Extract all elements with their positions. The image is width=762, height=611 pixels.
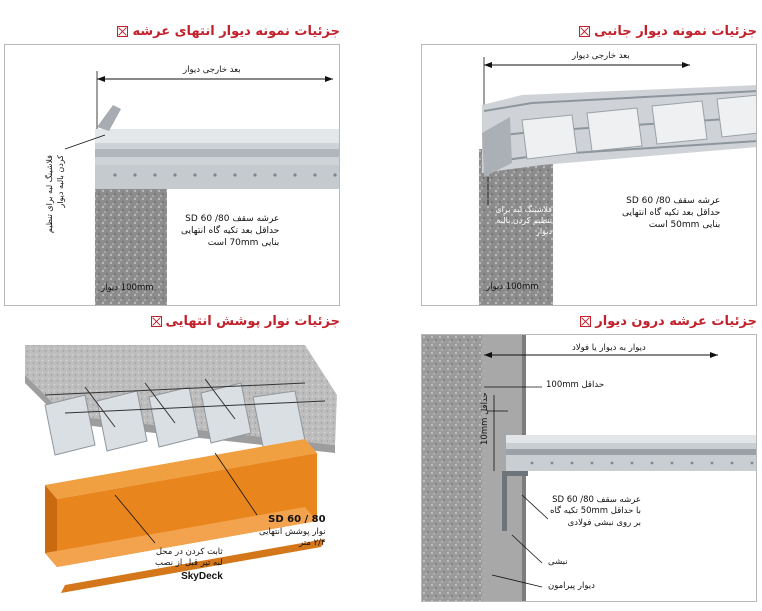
dimension-label: دیوار به دیوار یا فولاد bbox=[572, 343, 646, 353]
checkbox-icon bbox=[151, 316, 162, 327]
product-label: SD 60 / 80 bbox=[268, 514, 326, 525]
min-label: حداقل 100mm bbox=[546, 380, 605, 390]
spec-note-line3: بر روی نبشی فولادی bbox=[567, 517, 642, 528]
panel-title: جزئیات نمونه دیوار انتهای عرشه bbox=[132, 23, 340, 39]
fix-note bbox=[155, 547, 223, 583]
spec-note-line2: با حداقل 50mm تکیه گاه bbox=[550, 506, 642, 517]
fix-note-line2: لبه تیر قبل از نصب bbox=[155, 558, 223, 569]
flashing-note-text: فلاشینگ لبه برای تنظیم کردن بالبه دیوار bbox=[495, 205, 552, 236]
flashing-note bbox=[482, 205, 552, 237]
panel-title: جزئیات نوار پوشش انتهایی bbox=[165, 313, 340, 329]
panel-title: جزئیات عرشه درون دیوار bbox=[595, 313, 757, 329]
flashing-note bbox=[45, 155, 67, 235]
checkbox-icon bbox=[580, 316, 591, 327]
detail-drawing bbox=[421, 44, 757, 306]
spec-note-line3: بنایی 50mm است bbox=[648, 220, 721, 231]
spec-note-line3: بنایی 70mm است bbox=[207, 238, 280, 249]
dimension-label: بعد خارجی دیوار bbox=[183, 65, 241, 75]
closure-note bbox=[259, 513, 326, 549]
brand-label: SkyDeck bbox=[181, 570, 223, 582]
spec-note-line1: عرشه سقف SD 60 /80 bbox=[552, 495, 642, 505]
side-wall-illustration bbox=[422, 45, 757, 306]
wall-label: 100mm دیوار bbox=[486, 282, 539, 292]
panel-title: جزئیات نمونه دیوار جانبی bbox=[594, 23, 757, 39]
panel-header bbox=[580, 310, 757, 332]
perimeter-wall-label: دیوار پیرامون bbox=[548, 581, 595, 591]
detail-drawing bbox=[4, 44, 340, 306]
panel-header bbox=[579, 20, 757, 42]
fix-note-line1: ثابت کردن در محل bbox=[155, 547, 223, 557]
vertical-label-text: حداقل 10mm bbox=[480, 392, 490, 445]
detail-drawing bbox=[4, 334, 340, 602]
closure-note-line1: نوار پوشش انتهایی bbox=[259, 526, 326, 537]
dimension-label: بعد خارجی دیوار bbox=[572, 51, 630, 61]
panel-header bbox=[117, 20, 340, 42]
spec-note-line1: عرشه سقف SD 60 /80 bbox=[185, 214, 280, 224]
spec-note-line2: حداقل بعد تکیه گاه انتهایی bbox=[622, 208, 721, 219]
spec-note-line2: حداقل بعد تکیه گاه انتهایی bbox=[181, 226, 280, 237]
spec-note bbox=[550, 495, 641, 529]
spec-note-line1: عرشه سقف SD 60 /80 bbox=[626, 196, 721, 206]
spec-note bbox=[181, 213, 279, 249]
spec-note bbox=[622, 195, 720, 231]
checkbox-icon bbox=[579, 26, 590, 37]
angle-label: نبشی bbox=[548, 557, 568, 567]
closure-note-line2: ۲/۴ متر bbox=[299, 537, 326, 548]
detail-drawing bbox=[421, 334, 757, 602]
wall-label: 100mm دیوار bbox=[101, 283, 154, 293]
deck-into-wall-illustration bbox=[422, 335, 757, 602]
checkbox-icon bbox=[117, 26, 128, 37]
vertical-label bbox=[480, 392, 491, 445]
panel-header bbox=[151, 310, 340, 332]
flashing-note-text: فلاشینگ لبه برای تنظیم کردن بالبه دیوار bbox=[45, 155, 65, 234]
